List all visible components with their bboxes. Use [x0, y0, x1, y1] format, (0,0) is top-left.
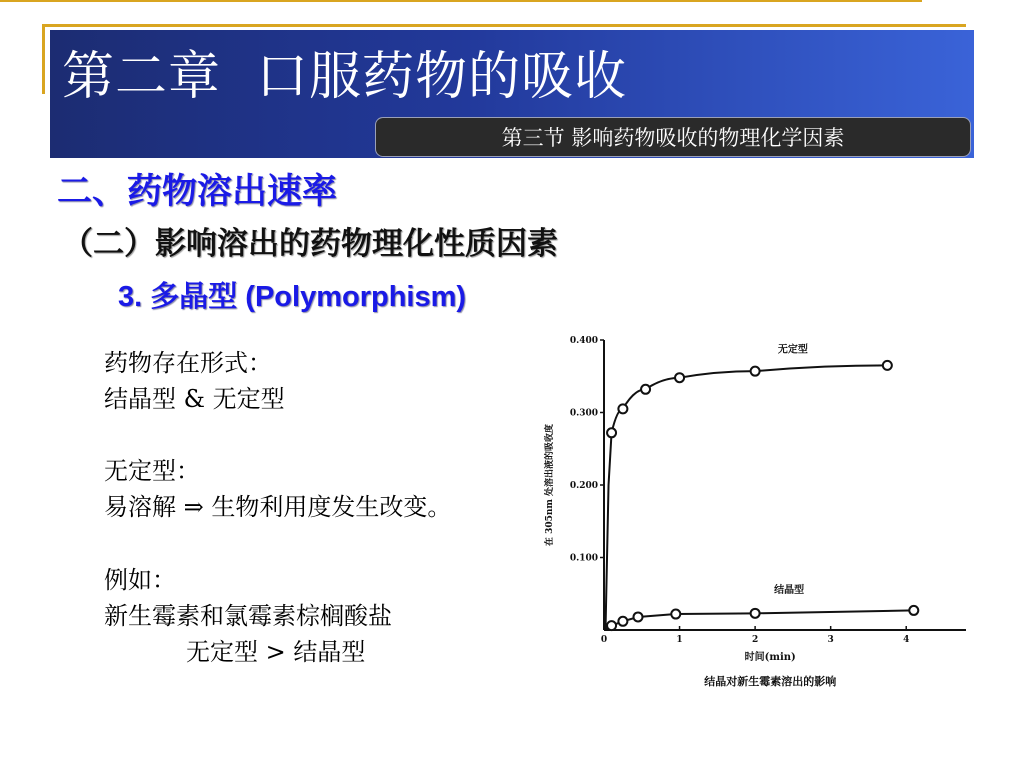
data-point-amorphous	[618, 404, 627, 413]
data-point-crystalline	[909, 606, 918, 615]
y-tick-label: 0.400	[569, 336, 598, 346]
forms-value: 结晶型 & 无定型	[104, 385, 285, 413]
series-label-crystalline: 结晶型	[774, 585, 805, 597]
example-label: 例如：	[104, 566, 176, 594]
data-point-crystalline	[607, 621, 616, 630]
y-tick-label: 0.200	[569, 481, 598, 491]
data-point-crystalline	[671, 610, 680, 619]
x-axis-label: 时间(min)	[744, 652, 796, 663]
x-tick-label: 2	[751, 635, 759, 645]
x-tick-label: 1	[676, 635, 683, 645]
chart-ticks	[570, 336, 910, 645]
subsection-heading: （二）影响溶出的药物理化性质因素	[62, 226, 558, 262]
series-label-amorphous: 无定型	[777, 344, 808, 356]
data-point-amorphous	[751, 367, 760, 376]
data-point-crystalline	[751, 609, 760, 618]
x-tick-label: 4	[903, 635, 910, 645]
left-gold-rule	[42, 24, 45, 94]
x-tick-label: 3	[827, 635, 834, 645]
data-point-amorphous	[641, 385, 650, 394]
section-label: 第三节 影响药物吸收的物理化学因素	[375, 117, 971, 157]
data-point-amorphous	[675, 373, 684, 382]
dissolution-chart	[538, 325, 968, 693]
y-axis-label: 在 305nm 处溶出液的吸收度	[545, 423, 555, 547]
example-compare: 无定型 > 结晶型	[186, 638, 366, 666]
data-point-crystalline	[634, 612, 643, 621]
chart-series	[606, 361, 919, 630]
data-point-amorphous	[607, 428, 616, 437]
chapter-title: 第二章 口服药物的吸收	[62, 47, 628, 107]
series-line-amorphous	[606, 365, 888, 630]
y-tick-label: 0.100	[569, 553, 598, 564]
point-heading: 3. 多晶型 (Polymorphism)	[118, 281, 467, 313]
section-heading: 二、药物溶出速率	[57, 171, 338, 212]
bottom-gold-rule	[0, 0, 922, 2]
data-point-crystalline	[618, 617, 627, 626]
x-tick-label: 0	[600, 635, 608, 645]
forms-label: 药物存在形式：	[104, 349, 272, 377]
y-tick-label: 0.300	[569, 408, 598, 419]
amorphous-label: 无定型：	[104, 457, 200, 485]
data-point-amorphous	[883, 361, 892, 370]
example-drug: 新生霉素和氯霉素棕榈酸盐	[104, 602, 392, 630]
chart-title: 结晶对新生霉素溶出的影响	[704, 675, 837, 688]
amorphous-effect: 易溶解 ⇒ 生物利用度发生改变。	[104, 493, 452, 521]
top-gold-rule	[42, 24, 966, 27]
